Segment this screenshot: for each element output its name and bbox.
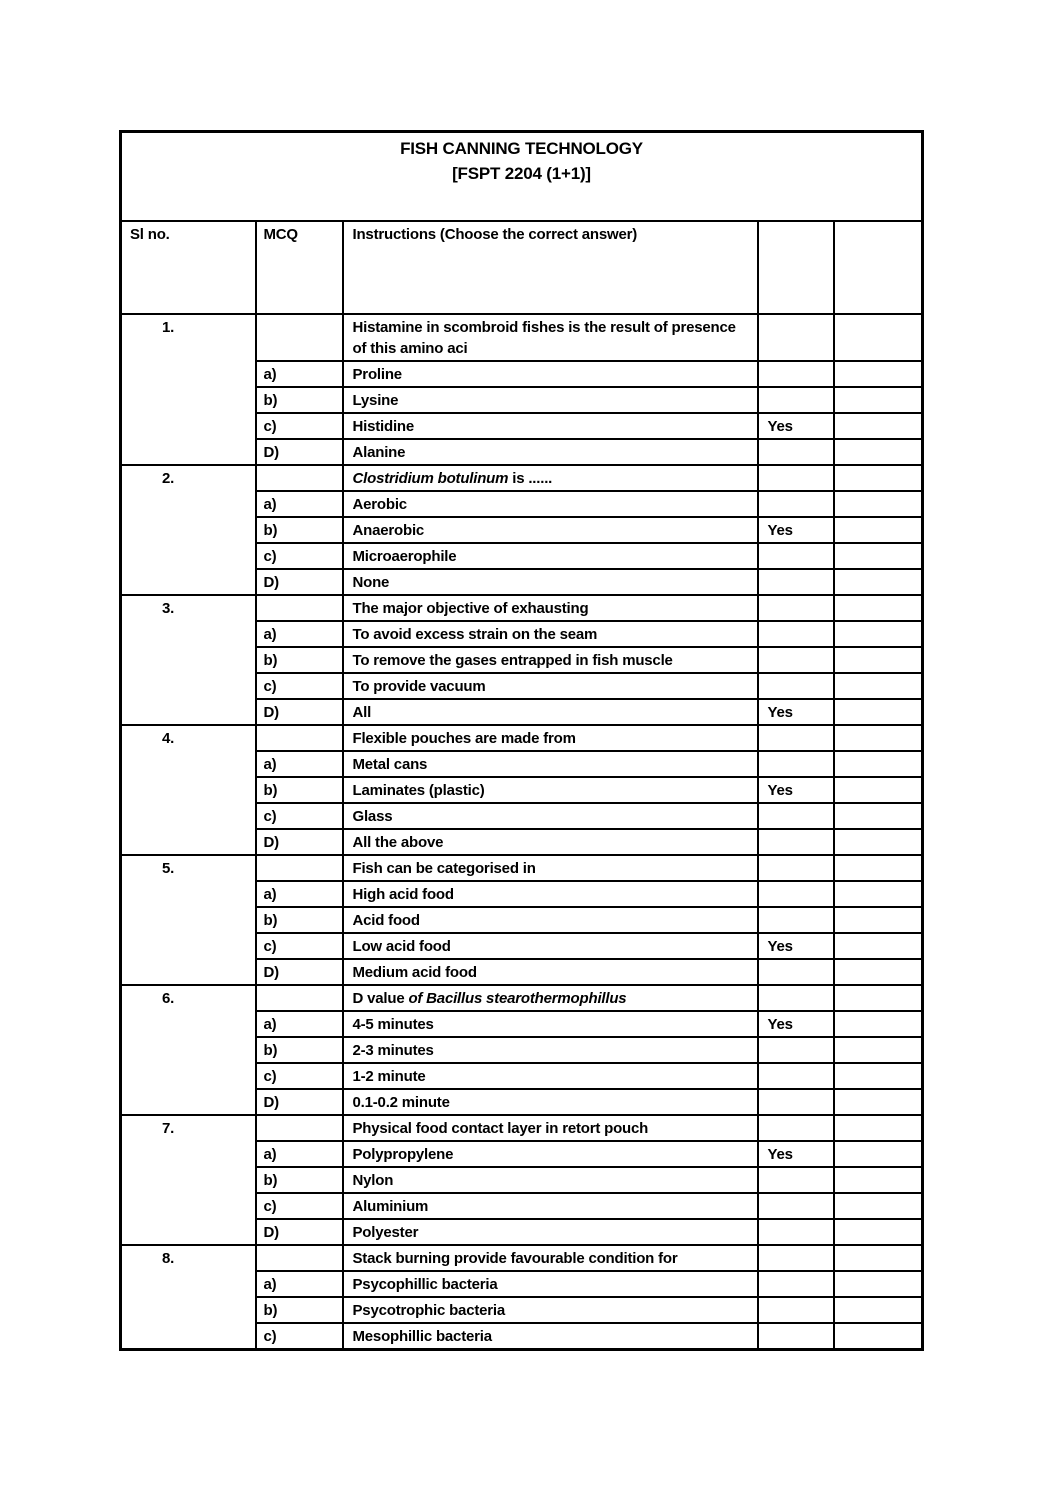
answer-cell xyxy=(758,1037,834,1063)
question-row xyxy=(121,314,923,361)
option-label-cell: c) xyxy=(256,1063,343,1089)
answer-cell xyxy=(758,361,834,387)
answer-cell xyxy=(758,439,834,465)
header-cell-instructions: Instructions (Choose the correct answer) xyxy=(343,221,758,314)
extra-cell xyxy=(834,1297,923,1323)
option-text-cell: To remove the gases entrapped in fish muscle xyxy=(343,647,758,673)
option-text-cell: 4-5 minutes xyxy=(343,1011,758,1037)
option-label-cell: c) xyxy=(256,413,343,439)
extra-cell xyxy=(834,569,923,595)
extra-cell xyxy=(834,387,923,413)
question-text-segment: of Bacillus stearothermophillus xyxy=(408,990,627,1007)
question-text-cell xyxy=(343,1115,758,1141)
option-label-cell: c) xyxy=(256,933,343,959)
title-cell xyxy=(121,132,923,222)
extra-cell xyxy=(834,314,923,361)
extra-cell xyxy=(834,1219,923,1245)
option-text-cell: Lysine xyxy=(343,387,758,413)
option-text-cell: Alanine xyxy=(343,439,758,465)
answer-cell xyxy=(758,465,834,491)
extra-cell xyxy=(834,1193,923,1219)
extra-cell xyxy=(834,985,923,1011)
option-label-cell: c) xyxy=(256,673,343,699)
extra-cell xyxy=(834,907,923,933)
option-text-cell: To provide vacuum xyxy=(343,673,758,699)
answer-cell xyxy=(758,543,834,569)
option-label-cell: b) xyxy=(256,517,343,543)
title-row xyxy=(121,132,923,222)
option-label-cell: a) xyxy=(256,881,343,907)
option-text-cell: Aluminium xyxy=(343,1193,758,1219)
option-text-cell: All the above xyxy=(343,829,758,855)
answer-cell xyxy=(758,1063,834,1089)
extra-cell xyxy=(834,1037,923,1063)
doc-title: FISH CANNING TECHNOLOGY xyxy=(400,139,643,158)
question-text-segment: Fish can be categorised in xyxy=(352,860,536,877)
option-label-cell: c) xyxy=(256,803,343,829)
answer-cell xyxy=(758,803,834,829)
answer-mark: Yes xyxy=(758,699,834,725)
extra-cell xyxy=(834,1167,923,1193)
answer-cell xyxy=(758,1323,834,1350)
question-number-cell: 3. xyxy=(121,595,256,725)
question-row xyxy=(121,985,923,1011)
header-cell-extra xyxy=(834,221,923,314)
answer-cell xyxy=(758,725,834,751)
extra-cell xyxy=(834,1011,923,1037)
option-label-cell: D) xyxy=(256,1089,343,1115)
option-label-cell: a) xyxy=(256,621,343,647)
answer-cell xyxy=(758,569,834,595)
answer-cell xyxy=(758,647,834,673)
question-row xyxy=(121,725,923,751)
option-text-cell: Anaerobic xyxy=(343,517,758,543)
option-text-cell: Acid food xyxy=(343,907,758,933)
extra-cell xyxy=(834,439,923,465)
extra-cell xyxy=(834,1063,923,1089)
question-text-cell xyxy=(343,1245,758,1271)
extra-cell xyxy=(834,959,923,985)
question-text-segment: D value xyxy=(352,990,409,1007)
question-text-cell xyxy=(343,985,758,1011)
answer-cell xyxy=(758,907,834,933)
extra-cell xyxy=(834,1115,923,1141)
question-table-body xyxy=(121,132,923,1350)
answer-cell xyxy=(758,829,834,855)
mcq-empty-cell xyxy=(256,1245,343,1271)
extra-cell xyxy=(834,595,923,621)
extra-cell xyxy=(834,881,923,907)
option-label-cell: c) xyxy=(256,543,343,569)
answer-cell xyxy=(758,1193,834,1219)
option-label-cell: a) xyxy=(256,1141,343,1167)
option-label-cell: D) xyxy=(256,569,343,595)
option-text-cell: 1-2 minute xyxy=(343,1063,758,1089)
question-row xyxy=(121,1115,923,1141)
extra-cell xyxy=(834,1089,923,1115)
extra-cell xyxy=(834,465,923,491)
question-text-segment: is ...... xyxy=(508,470,553,487)
answer-cell xyxy=(758,751,834,777)
question-number-cell: 4. xyxy=(121,725,256,855)
doc-subtitle: [FSPT 2204 (1+1)] xyxy=(452,164,591,183)
answer-cell xyxy=(758,621,834,647)
option-label-cell: a) xyxy=(256,751,343,777)
question-number-cell: 5. xyxy=(121,855,256,985)
option-label-cell: b) xyxy=(256,387,343,413)
question-text-cell xyxy=(343,855,758,881)
option-label-cell: c) xyxy=(256,1323,343,1350)
extra-cell xyxy=(834,1271,923,1297)
extra-cell xyxy=(834,1141,923,1167)
option-label-cell: a) xyxy=(256,1011,343,1037)
option-label-cell: a) xyxy=(256,1271,343,1297)
extra-cell xyxy=(834,803,923,829)
option-text-cell: None xyxy=(343,569,758,595)
question-text-cell xyxy=(343,465,758,491)
option-text-cell: Glass xyxy=(343,803,758,829)
question-table xyxy=(119,130,924,1351)
extra-cell xyxy=(834,829,923,855)
extra-cell xyxy=(834,933,923,959)
option-label-cell: b) xyxy=(256,1297,343,1323)
answer-cell xyxy=(758,1115,834,1141)
answer-cell xyxy=(758,959,834,985)
option-text-cell: Histidine xyxy=(343,413,758,439)
option-text-cell: Polyester xyxy=(343,1219,758,1245)
mcq-empty-cell xyxy=(256,595,343,621)
option-label-cell: c) xyxy=(256,1193,343,1219)
question-row xyxy=(121,465,923,491)
mcq-empty-cell xyxy=(256,855,343,881)
question-row xyxy=(121,855,923,881)
option-text-cell: Medium acid food xyxy=(343,959,758,985)
option-text-cell: Aerobic xyxy=(343,491,758,517)
question-text-segment: The major objective of exhausting xyxy=(352,600,589,617)
option-text-cell: 2-3 minutes xyxy=(343,1037,758,1063)
option-label-cell: b) xyxy=(256,1037,343,1063)
answer-cell xyxy=(758,1245,834,1271)
question-text-segment: Flexible pouches are made from xyxy=(352,730,576,747)
question-text-segment: Physical food contact layer in retort pouch xyxy=(352,1120,649,1137)
answer-mark: Yes xyxy=(758,517,834,543)
header-row xyxy=(121,221,923,314)
question-text-cell xyxy=(343,725,758,751)
answer-cell xyxy=(758,387,834,413)
option-label-cell: b) xyxy=(256,907,343,933)
option-label-cell: b) xyxy=(256,1167,343,1193)
mcq-empty-cell xyxy=(256,314,343,361)
option-text-cell: High acid food xyxy=(343,881,758,907)
option-text-cell: Microaerophile xyxy=(343,543,758,569)
option-text-cell: Proline xyxy=(343,361,758,387)
answer-cell xyxy=(758,881,834,907)
question-text-cell xyxy=(343,314,758,361)
extra-cell xyxy=(834,1245,923,1271)
extra-cell xyxy=(834,647,923,673)
extra-cell xyxy=(834,725,923,751)
option-label-cell: b) xyxy=(256,777,343,803)
answer-cell xyxy=(758,1219,834,1245)
question-text-cell xyxy=(343,595,758,621)
mcq-empty-cell xyxy=(256,465,343,491)
option-label-cell: a) xyxy=(256,491,343,517)
option-label-cell: a) xyxy=(256,361,343,387)
option-text-cell: Polypropylene xyxy=(343,1141,758,1167)
extra-cell xyxy=(834,361,923,387)
extra-cell xyxy=(834,855,923,881)
answer-cell xyxy=(758,1167,834,1193)
extra-cell xyxy=(834,621,923,647)
extra-cell xyxy=(834,491,923,517)
option-text-cell: Mesophillic bacteria xyxy=(343,1323,758,1350)
extra-cell xyxy=(834,543,923,569)
option-text-cell: All xyxy=(343,699,758,725)
option-label-cell: D) xyxy=(256,829,343,855)
extra-cell xyxy=(834,777,923,803)
option-label-cell: D) xyxy=(256,959,343,985)
question-number-cell: 1. xyxy=(121,314,256,465)
answer-mark: Yes xyxy=(758,1141,834,1167)
answer-cell xyxy=(758,1089,834,1115)
mcq-empty-cell xyxy=(256,725,343,751)
question-text-segment: Stack burning provide favourable condition for xyxy=(352,1250,678,1267)
extra-cell xyxy=(834,699,923,725)
answer-mark: Yes xyxy=(758,413,834,439)
question-text-segment: Histamine in scombroid fishes is the result of presence of this amino aci xyxy=(352,319,736,357)
answer-cell xyxy=(758,595,834,621)
question-text-segment: Clostridium botulinum xyxy=(352,470,509,487)
question-row xyxy=(121,595,923,621)
answer-mark: Yes xyxy=(758,1011,834,1037)
option-label-cell: D) xyxy=(256,699,343,725)
option-text-cell: Nylon xyxy=(343,1167,758,1193)
option-label-cell: D) xyxy=(256,1219,343,1245)
question-number-cell: 7. xyxy=(121,1115,256,1245)
extra-cell xyxy=(834,1323,923,1350)
header-cell-mcq: MCQ xyxy=(256,221,343,314)
answer-cell xyxy=(758,673,834,699)
answer-cell xyxy=(758,855,834,881)
option-text-cell: 0.1-0.2 minute xyxy=(343,1089,758,1115)
answer-cell xyxy=(758,1271,834,1297)
option-label-cell: D) xyxy=(256,439,343,465)
question-row xyxy=(121,1245,923,1271)
option-label-cell: b) xyxy=(256,647,343,673)
extra-cell xyxy=(834,413,923,439)
answer-cell xyxy=(758,491,834,517)
option-text-cell: To avoid excess strain on the seam xyxy=(343,621,758,647)
option-text-cell: Metal cans xyxy=(343,751,758,777)
option-text-cell: Low acid food xyxy=(343,933,758,959)
answer-cell xyxy=(758,985,834,1011)
question-number-cell: 6. xyxy=(121,985,256,1115)
mcq-empty-cell xyxy=(256,985,343,1011)
option-text-cell: Psycotrophic bacteria xyxy=(343,1297,758,1323)
extra-cell xyxy=(834,517,923,543)
header-cell-answer xyxy=(758,221,834,314)
answer-cell xyxy=(758,314,834,361)
option-text-cell: Psycophillic bacteria xyxy=(343,1271,758,1297)
question-number-cell: 2. xyxy=(121,465,256,595)
mcq-empty-cell xyxy=(256,1115,343,1141)
question-number-cell: 8. xyxy=(121,1245,256,1350)
extra-cell xyxy=(834,673,923,699)
option-text-cell: Laminates (plastic) xyxy=(343,777,758,803)
header-cell-slno: Sl no. xyxy=(121,221,256,314)
answer-mark: Yes xyxy=(758,933,834,959)
answer-cell xyxy=(758,1297,834,1323)
answer-mark: Yes xyxy=(758,777,834,803)
extra-cell xyxy=(834,751,923,777)
